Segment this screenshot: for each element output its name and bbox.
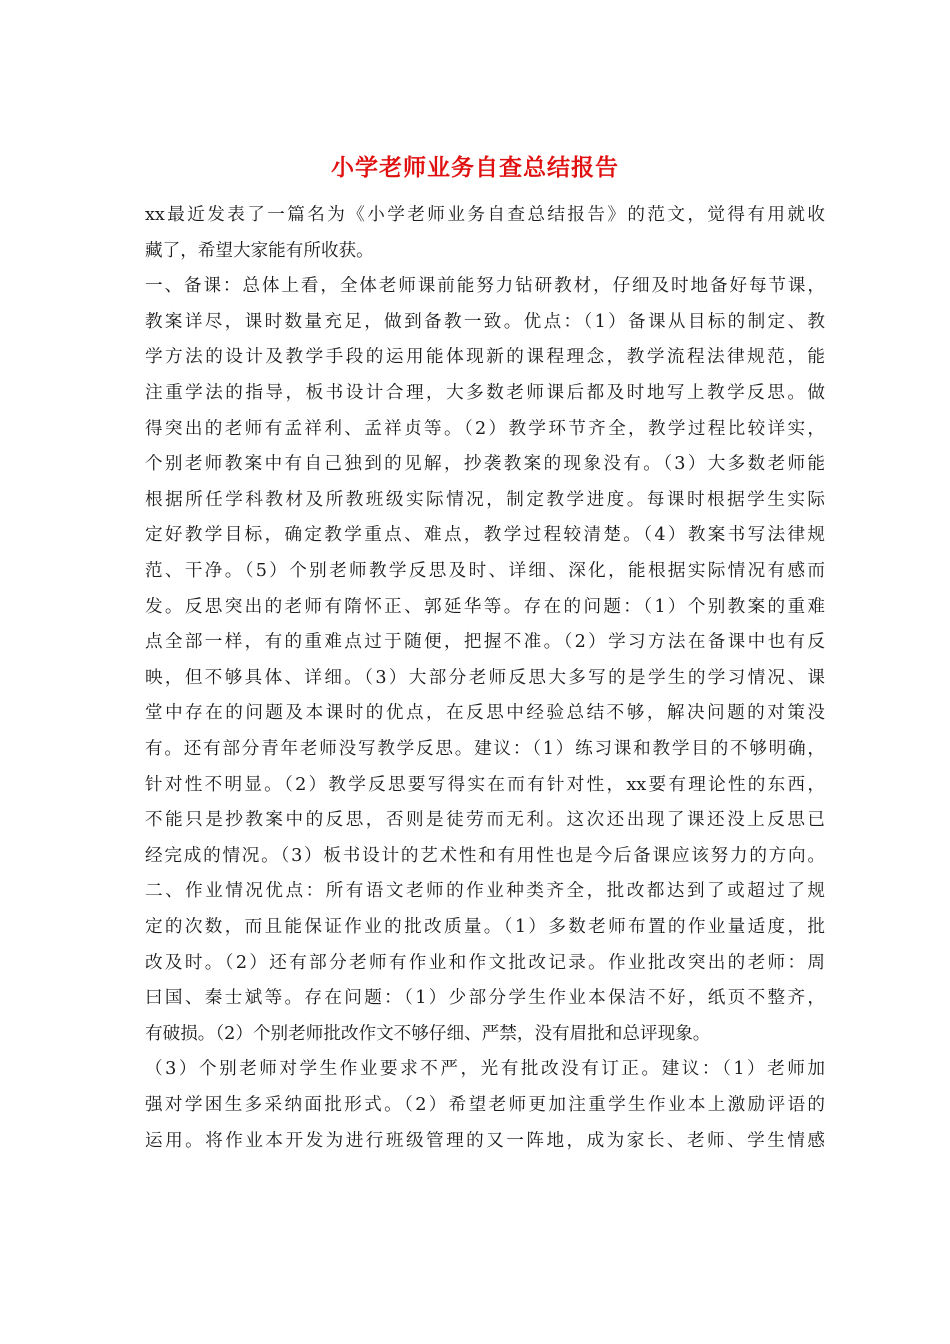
body-line: 强对学困生多采纳面批形式。（2）希望老师更加注重学生作业本上激励评语的 (145, 1095, 825, 1115)
body-line: 发。反思突出的老师有隋怀正、郭延华等。存在的问题：（1）个别教案的重难 (145, 596, 825, 617)
body-line: 一、备课：总体上看，全体老师课前能努力钻研教材，仔细及时地备好每节课， (145, 276, 825, 297)
body-line: 根据所任学科教材及所教班级实际情况，制定教学进度。每课时根据学生实际 (145, 489, 825, 510)
body-line: 映，但不够具体、详细。（3）大部分老师反思大多写的是学生的学习情况、课 (145, 667, 825, 688)
body-line: 个别老师教案中有自己独到的见解，抄袭教案的现象没有。（3）大多数老师能 (145, 454, 825, 475)
body-line: 范、干净。（5）个别老师教学反思及时、详细、深化，能根据实际情况有感而 (145, 561, 825, 581)
body-line: 教案详尽，课时数量充足，做到备教一致。优点：（1）备课从目标的制定、教 (145, 311, 825, 332)
body-line: 曰国、秦士斌等。存在问题：（1）少部分学生作业本保洁不好，纸页不整齐， (145, 988, 825, 1009)
body-line: 注重学法的指导，板书设计合理，大多数老师课后都及时地写上教学反思。做 (145, 383, 825, 403)
body-line: 得突出的老师有孟祥利、孟祥贞等。（2）教学环节齐全，教学过程比较详实， (145, 418, 825, 439)
body-line: 点全部一样，有的重难点过于随便，把握不准。（2）学习方法在备课中也有反 (145, 632, 825, 653)
body-line: 堂中存在的问题及本课时的优点，在反思中经验总结不够，解决问题的对策没 (145, 703, 825, 724)
body-line: 有破损。（2）个别老师批改作文不够仔细、严禁，没有眉批和总评现象。 (145, 1023, 711, 1044)
body-line: 运用。将作业本开发为进行班级管理的又一阵地，成为家长、老师、学生情感 (145, 1130, 825, 1151)
body-line: 改及时。（2）还有部分老师有作业和作文批改记录。作业批改突出的老师：周 (145, 952, 825, 973)
body-line: 学方法的设计及教学手段的运用能体现新的课程理念，教学流程法律规范，能 (145, 347, 825, 368)
body-line: 藏了，希望大家能有所收获。 (145, 240, 374, 261)
body-line: 针对性不明显。（2）教学反思要写得实在而有针对性，xx要有理论性的东西， (145, 774, 825, 795)
body-line: xx最近发表了一篇名为《小学老师业务自查总结报告》的范文，觉得有用就收 (145, 205, 825, 225)
body-line: 二、作业情况优点：所有语文老师的作业种类齐全，批改都达到了或超过了规 (145, 881, 825, 902)
body-line: 经完成的情况。（3）板书设计的艺术性和有用性也是今后备课应该努力的方向。 (145, 845, 825, 866)
body-line: （3）个别老师对学生作业要求不严，光有批改没有订正。建议：（1）老师加 (145, 1059, 825, 1080)
document-title: 小学老师业务自查总结报告 (331, 154, 619, 181)
body-line: 不能只是抄教案中的反思，否则是徒劳而无利。这次还出现了课还没上反思已 (145, 810, 825, 831)
body-line: 定好教学目标，确定教学重点、难点，教学过程较清楚。（4）教案书写法律规 (145, 525, 825, 546)
body-line: 有。还有部分青年老师没写教学反思。建议：（1）练习课和教学目的不够明确， (145, 739, 825, 759)
body-line: 定的次数，而且能保证作业的批改质量。（1）多数老师布置的作业量适度，批 (145, 917, 825, 937)
